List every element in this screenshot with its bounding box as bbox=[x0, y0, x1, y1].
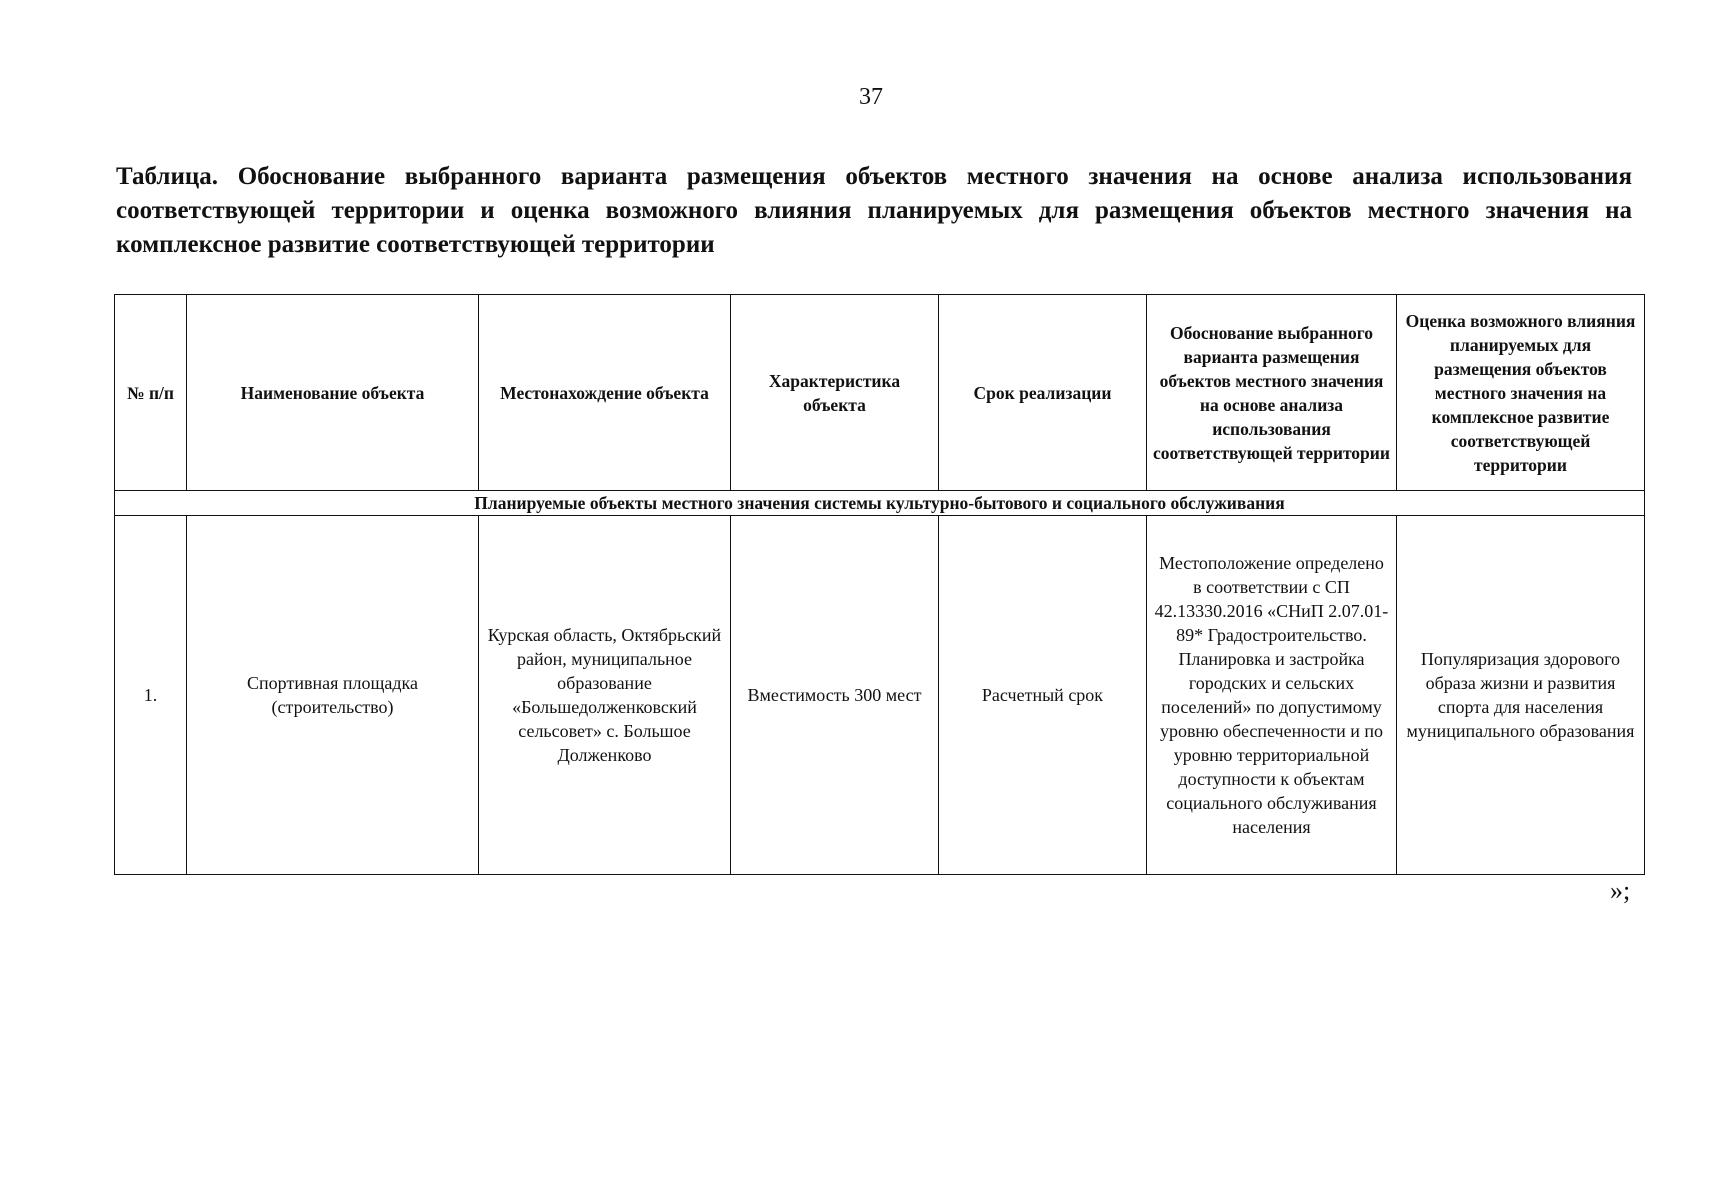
header-impact: Оценка возможного влияния планируемых для размещения объектов местного значения на комплексное развитие соответствующей территории bbox=[1397, 295, 1645, 491]
cell-impact: Популяризация здорового образа жизни и развития спорта для населения муниципального образования bbox=[1397, 516, 1645, 875]
header-location: Местонахождение объекта bbox=[479, 295, 731, 491]
table-header-row bbox=[115, 295, 1645, 491]
page-number: 37 bbox=[859, 84, 883, 110]
document-title: Таблица. Обоснование выбранного варианта размещения объектов местного значения на основе анализа использования соответствующей территории и оценка возможного влияния планируемых для размещения объектов местного значения на комплексное развитие соответствующей территории bbox=[116, 163, 1632, 258]
header-number: № п/п bbox=[115, 295, 187, 491]
cell-location: Курская область, Октябрьский район, муниципальное образование «Большедолженковский сельсовет» с. Большое Долженково bbox=[479, 516, 731, 875]
header-term: Срок реализации bbox=[939, 295, 1147, 491]
cell-number: 1. bbox=[115, 516, 187, 875]
table-row bbox=[115, 516, 1645, 875]
objects-table bbox=[114, 294, 1645, 875]
closing-quote-mark: »; bbox=[1610, 876, 1631, 905]
header-characteristic: Характеристика объекта bbox=[731, 295, 939, 491]
cell-object-name: Спортивная площадка (строительство) bbox=[187, 516, 479, 875]
header-object-name: Наименование объекта bbox=[187, 295, 479, 491]
header-justification: Обоснование выбранного варианта размещения объектов местного значения на основе анализа использования соответствующей территории bbox=[1147, 295, 1397, 491]
table-section-row bbox=[115, 491, 1645, 516]
section-title: Планируемые объекты местного значения системы культурно-бытового и социального обслуживания bbox=[115, 491, 1645, 516]
cell-characteristic: Вместимость 300 мест bbox=[731, 516, 939, 875]
table-container bbox=[114, 294, 1644, 875]
cell-justification: Местоположение определено в соответствии с СП 42.13330.2016 «СНиП 2.07.01-89* Градостроительство. Планировка и застройка городских и сельских поселений» по допустимому уровню обеспеченности и по уровню территориальной доступности к объектам социального обслуживания населения bbox=[1147, 516, 1397, 875]
cell-term: Расчетный срок bbox=[939, 516, 1147, 875]
